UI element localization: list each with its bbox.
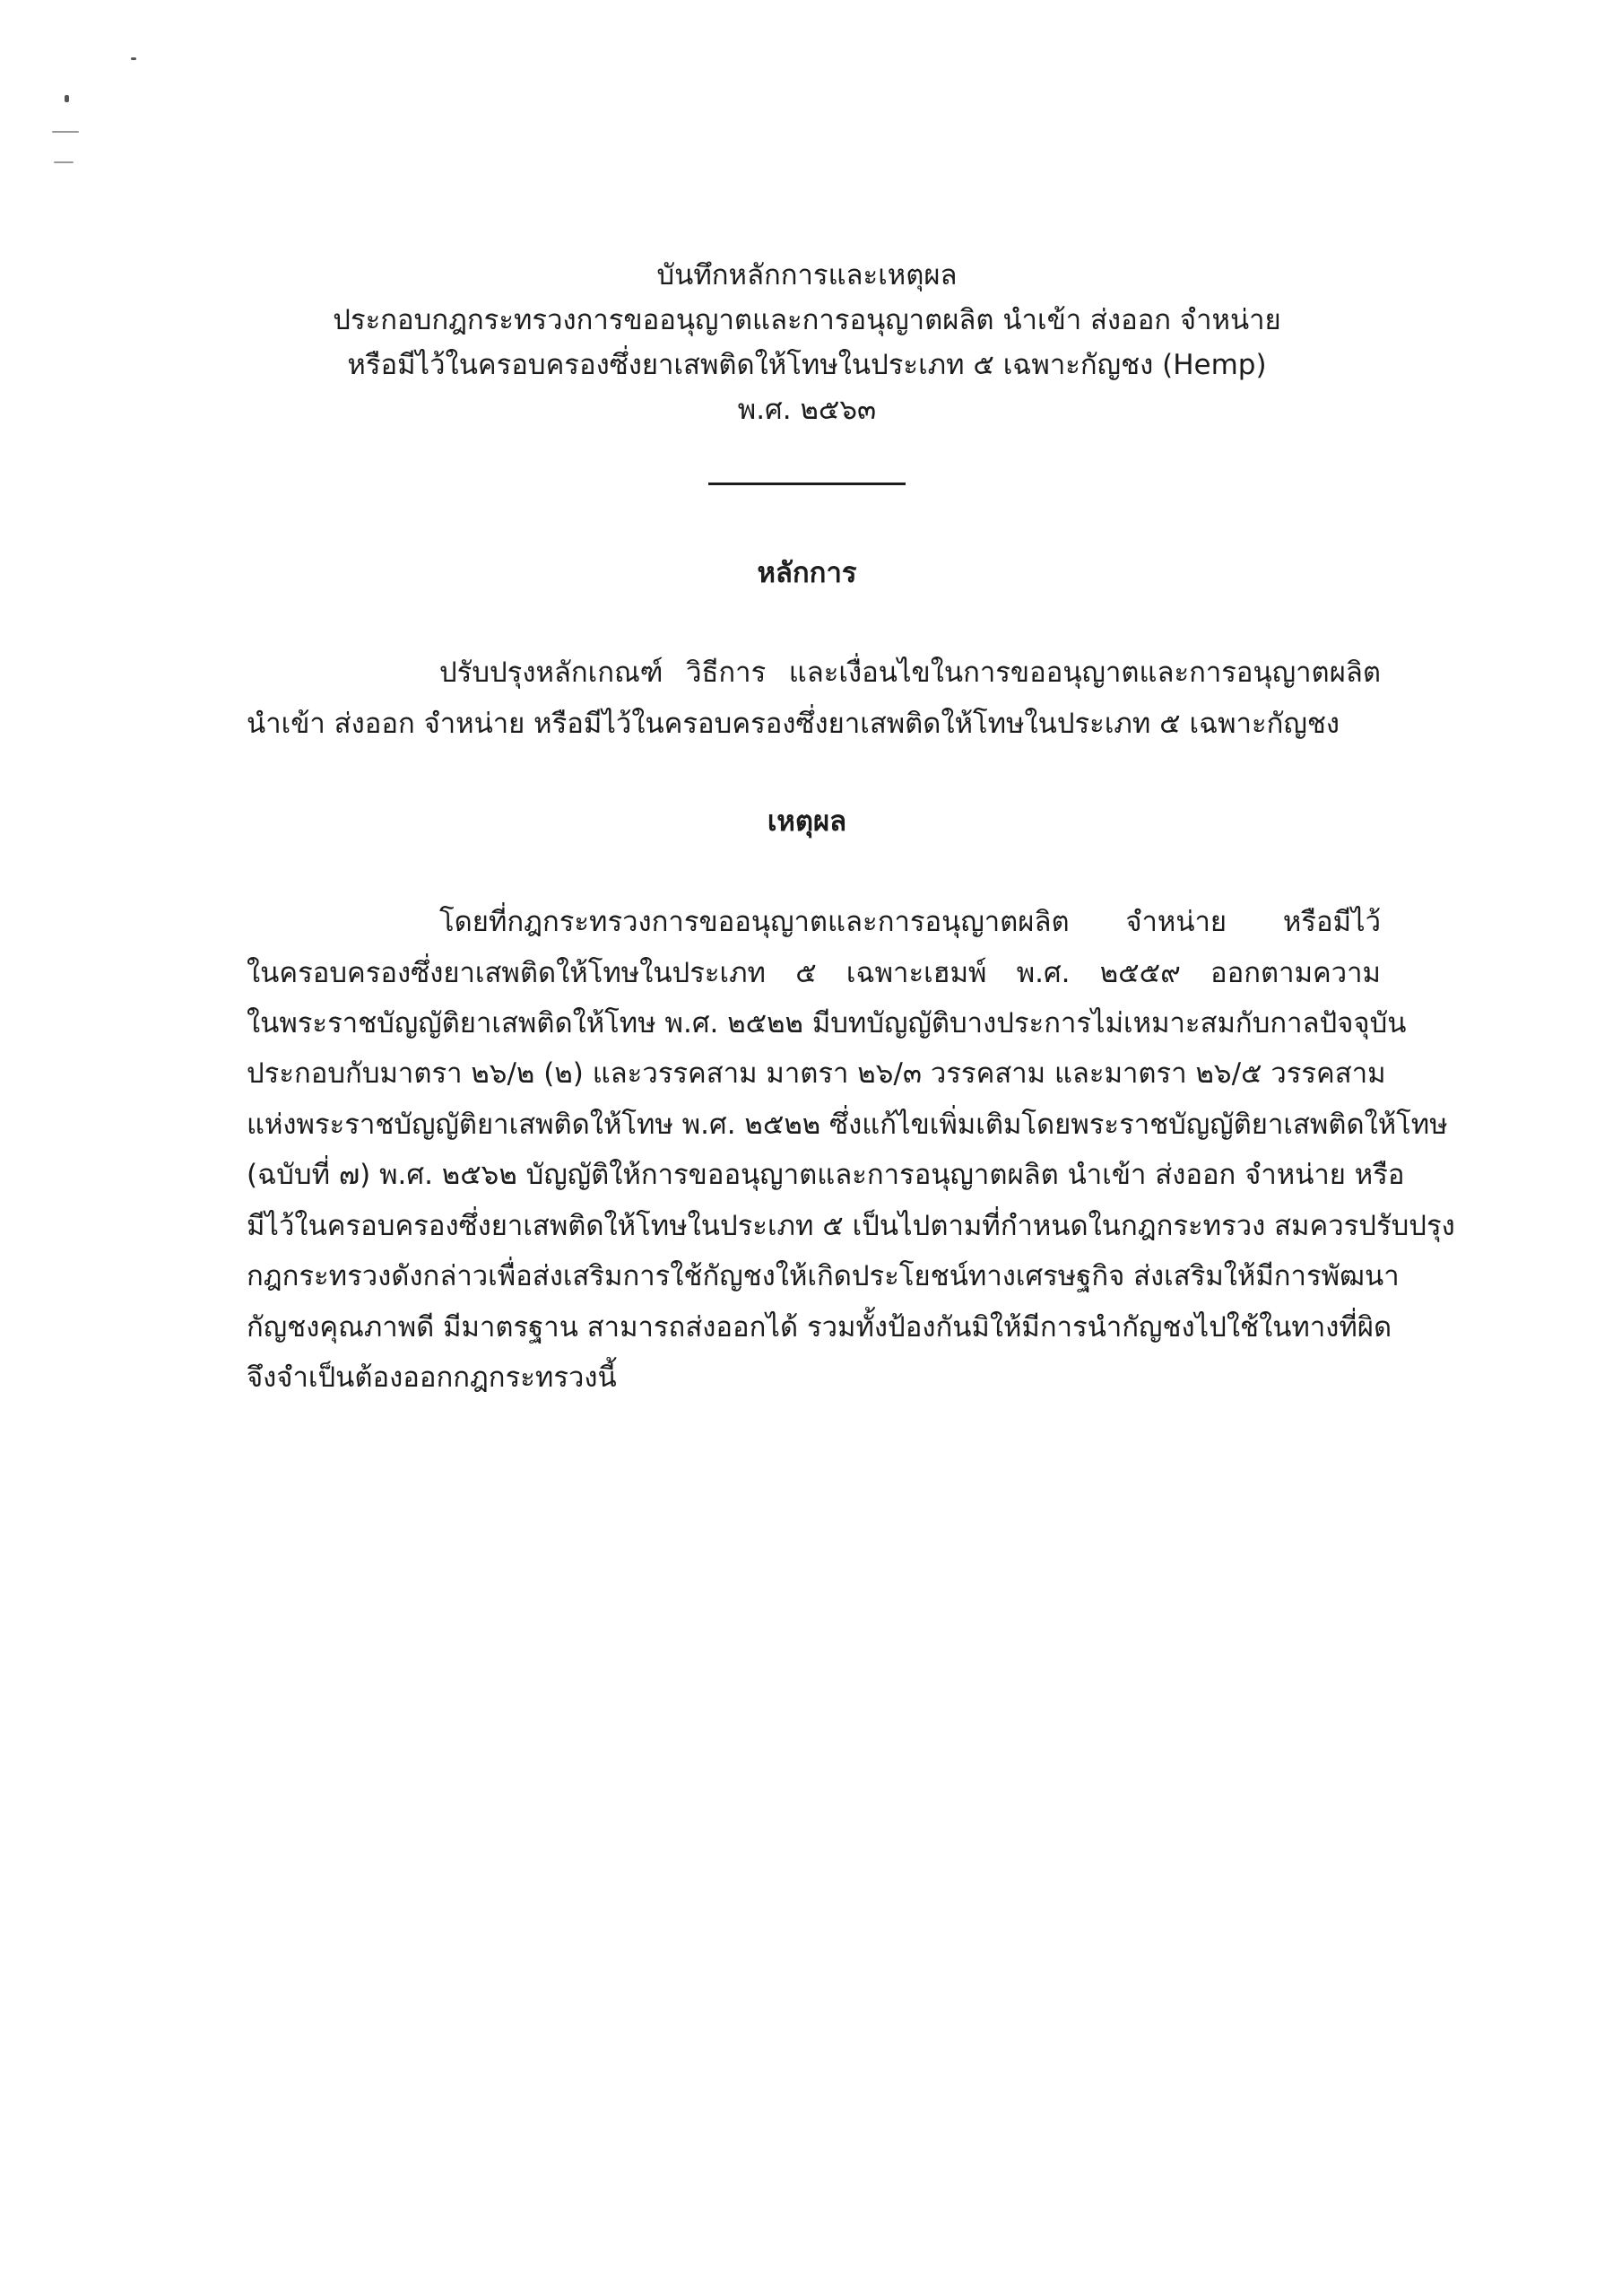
reason-heading: เหตุผล: [767, 805, 847, 838]
reason-line: จึงจำเป็นต้องออกกฎกระทรวงนี้: [247, 1361, 617, 1394]
title-divider: [708, 483, 906, 485]
scan-speck: [65, 95, 69, 102]
scan-speck: [52, 131, 79, 133]
reason-line: ประกอบกับมาตรา ๒๖/๒ (๒) และวรรคสาม มาตรา ๒๖/๓ วรรคสาม และมาตรา ๒๖/๕ วรรคสาม: [247, 1057, 1386, 1090]
title-year: พ.ศ. ๒๕๖๓: [737, 394, 877, 426]
reason-line: กฎกระทรวงดังกล่าวเพื่อส่งเสริมการใช้กัญชงให้เกิดประโยชน์ทางเศรษฐกิจ ส่งเสริมให้มีการพัฒนา: [247, 1260, 1400, 1292]
reason-line: มีไว้ในครอบครองซึ่งยาเสพติดให้โทษในประเภท ๕ เป็นไปตามที่กำหนดในกฎกระทรวง สมควรปรับปรุง: [247, 1210, 1455, 1242]
reason-line: (ฉบับที่ ๗) พ.ศ. ๒๕๖๒ บัญญัติให้การขออนุญาตและการอนุญาตผลิต นำเข้า ส่งออก จำหน่าย หรือ: [247, 1159, 1405, 1191]
scan-speck: [54, 161, 74, 163]
scan-speck: [131, 57, 136, 60]
principle-line: ปรับปรุงหลักเกณฑ์ วิธีการ และเงื่อนไขในการขออนุญาตและการอนุญาตผลิต: [439, 657, 1381, 689]
title-line-1: บันทึกหลักการและเหตุผล: [656, 259, 958, 291]
title-line-2: ประกอบกฎกระทรวงการขออนุญาตและการอนุญาตผลิต นำเข้า ส่งออก จำหน่าย: [333, 304, 1281, 336]
principle-heading: หลักการ: [757, 557, 857, 589]
reason-line: โดยที่กฎกระทรวงการขออนุญาตและการอนุญาตผลิต จำหน่าย หรือมีไว้: [439, 906, 1381, 938]
reason-line: กัญชงคุณภาพดี มีมาตรฐาน สามารถส่งออกได้ รวมทั้งป้องกันมิให้มีการนำกัญชงไปใช้ในทางที่ผิด: [247, 1311, 1392, 1344]
title-line-3: หรือมีไว้ในครอบครองซึ่งยาเสพติดให้โทษในประเภท ๕ เฉพาะกัญชง (Hemp): [347, 349, 1267, 381]
reason-line: ในพระราชบัญญัติยาเสพติดให้โทษ พ.ศ. ๒๕๒๒ มีบทบัญญัติบางประการไม่เหมาะสมกับกาลปัจจุบัน: [247, 1007, 1407, 1039]
reason-line: ในครอบครองซึ่งยาเสพติดให้โทษในประเภท ๕ เฉพาะเฮมพ์ พ.ศ. ๒๕๕๙ ออกตามความ: [247, 957, 1381, 989]
reason-line: แห่งพระราชบัญญัติยาเสพติดให้โทษ พ.ศ. ๒๕๒๒ ซึ่งแก้ไขเพิ่มเติมโดยพระราชบัญญัติยาเสพติดให้โทษ: [247, 1109, 1448, 1141]
document-title: [161, 253, 1453, 432]
principle-line: นำเข้า ส่งออก จำหน่าย หรือมีไว้ในครอบครองซึ่งยาเสพติดให้โทษในประเภท ๕ เฉพาะกัญชง: [247, 708, 1340, 740]
